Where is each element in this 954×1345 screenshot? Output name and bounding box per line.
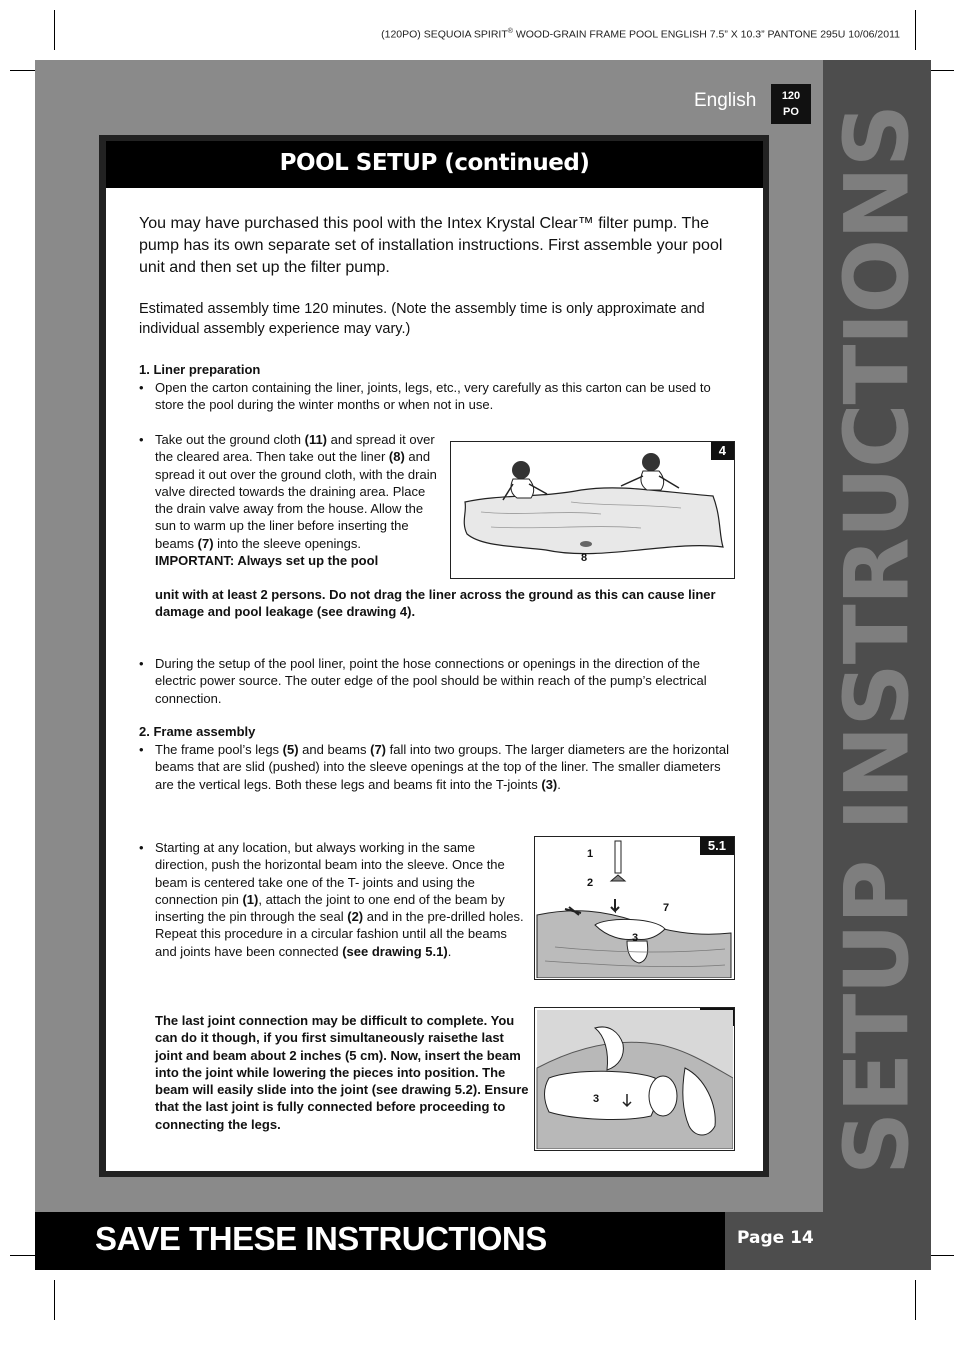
figure-label: 3 — [593, 1093, 600, 1105]
figure-label: 3 — [632, 932, 639, 944]
assembly-time-paragraph: Estimated assembly time 120 minutes. (Note the assembly time is only approximate and individual assembly experience may vary.) — [139, 301, 705, 337]
liner-illustration — [451, 442, 733, 577]
bullet-mark: • — [139, 656, 144, 671]
footer-save-bar — [35, 1212, 725, 1270]
section-heading-liner: 1. Liner preparation — [139, 362, 261, 377]
language-label: English — [694, 90, 757, 111]
intro-paragraph: You may have purchased this pool with the Intex Krystal Clear™ filter pump. The pump has its own separate set of installation instructions. First assemble your pool unit and then set up the filter pump. — [139, 215, 723, 276]
joint-illustration — [535, 837, 733, 978]
figure-number: 5.1 — [700, 837, 734, 855]
bullet-mark: • — [139, 432, 144, 447]
side-banner — [823, 60, 931, 1270]
last-joint-note: The last joint connection may be difficult to complete. You can do it though, if you first simultaneously raisethe last joint and beam about 2 inches (5 cm). Now, insert the beam into the joint while lowering the pieces into position. The beam will easily slide into the joint (see drawing 5.2). Ensure that the last joint is fully connected before proceeding to connecting the legs. — [155, 1013, 529, 1132]
hands-illustration — [535, 1008, 733, 1149]
crop-mark — [54, 1280, 55, 1320]
crop-mark — [915, 10, 916, 50]
figure-5-1-joint-connection — [534, 836, 735, 980]
side-banner-text: SETUP INSTRUCTIONS — [825, 104, 929, 1176]
bullet-text: Take out the ground cloth (11) and spread it over the cleared area. Then take out the liner (8) and spread it out over the ground cloth, with the drain valve directed towards the draining area. Place the drain valve away from the house. Allow the sun to warm up the liner before inserting the beams (7) into the sleeve openings. IMPORTANT: Always set up the pool — [155, 432, 437, 569]
bullet-mark: • — [139, 742, 144, 757]
figure-4-liner-spread — [450, 441, 735, 579]
figure-number: 4 — [711, 442, 734, 460]
bullet-mark: • — [139, 840, 144, 855]
title-bar — [106, 141, 763, 188]
figure-label: 7 — [663, 902, 670, 914]
page-title: POOL SETUP (continued) — [279, 150, 590, 176]
bullet-text: Open the carton containing the liner, joints, legs, etc., very carefully as this carton can be used to store the pool during the winter months or when not in use. — [155, 380, 711, 413]
figure-label: 8 — [581, 552, 588, 564]
important-note: unit with at least 2 persons. Do not drag the liner across the ground as this can cause liner damage and pool leakage (see drawing 4). — [155, 587, 716, 620]
page-number: Page 14 — [737, 1228, 814, 1248]
footer-page-bar — [725, 1212, 823, 1270]
figure-label: 1 — [587, 848, 594, 860]
figure-label: 2 — [587, 877, 594, 889]
section-heading-frame: 2. Frame assembly — [139, 724, 256, 739]
bullet-mark: • — [139, 380, 144, 395]
print-info-header: (120PO) SEQUOIA SPIRIT® WOOD-GRAIN FRAME POOL ENGLISH 7.5” X 10.3” PANTONE 295U 10/06/2011 — [381, 28, 900, 41]
crop-mark — [915, 1280, 916, 1320]
bullet-text: The frame pool’s legs (5) and beams (7) fall into two groups. The larger diameters are the horizontal beams that are slid (pushed) into the sleeve openings at the top of the liner. The smaller diameters are the vertical legs. Both these legs and beams fit into the T-joints (3). — [155, 742, 729, 792]
bullet-text: Starting at any location, but always working in the same direction, push the horizontal beam into the sleeve. Once the beam is centered take one of the T- joints and using the connection pin (1), attach the joint to one end of the beam by inserting the pin through the seal (2) and in the pre-drilled holes. Repeat this procedure in a circular fashion until all the beams and joints have been connected (see drawing 5.1). — [155, 840, 524, 959]
bullet-text: During the setup of the pool liner, point the hose connections or openings in the direction of the electric power source. The outer edge of the pool should be within reach of the pump’s electrical connection. — [155, 656, 707, 706]
figure-5-2-last-joint — [534, 1007, 735, 1151]
language-code-badge: 120 PO — [771, 84, 811, 124]
save-instructions-text: SAVE THESE INSTRUCTIONS — [95, 1220, 547, 1257]
crop-mark — [54, 10, 55, 50]
